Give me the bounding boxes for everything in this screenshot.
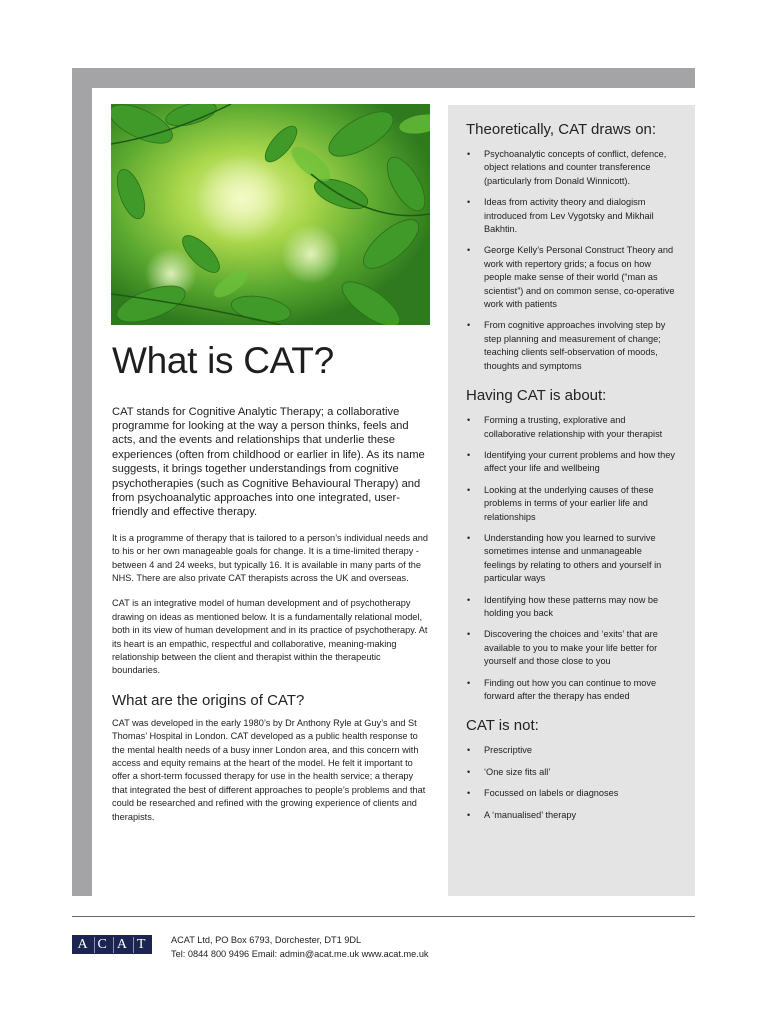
bullet-icon: • (467, 449, 471, 460)
footer-contact (171, 933, 429, 961)
footer-address: ACAT Ltd, PO Box 6793, Dorchester, DT1 9DL (171, 935, 362, 945)
page-frame-left (72, 68, 92, 896)
bullet-icon: • (467, 484, 471, 495)
bullet-icon: • (467, 629, 471, 640)
bullet-icon: • (467, 766, 471, 777)
list-item: • George Kelly’s Personal Construct Theory and work with repertory grids; a focus on how people make sense of their world (“man as scientist”) and on common sense, co-operative work with patients (467, 245, 675, 310)
footer-contact-line: Tel: 0844 800 9496 Email: admin@acat.me.uk www.acat.me.uk (171, 949, 429, 959)
draws-on-heading: Theoretically, CAT draws on: (466, 121, 657, 138)
list-item: • Forming a trusting, explorative and collaborative relationship with your therapist (467, 415, 663, 439)
sidebar-panel (448, 105, 695, 896)
programme-paragraph: It is a programme of therapy that is tailored to a person’s individual needs and to his or her own manageable goals for change. It is a time-limited therapy - between 4 and 24 weeks, but typically 16. It is available in many parts of the NHS. There are also private CAT therapists across the UK and overseas. (112, 532, 428, 584)
bullet-icon: • (467, 320, 471, 331)
list-item: • From cognitive approaches involving step by step planning and measurement of change; teaching clients self-observation of moods, thoughts and symptoms (467, 320, 666, 371)
main-column (112, 340, 430, 824)
bullet-icon: • (467, 788, 471, 799)
origins-paragraph: CAT was developed in the early 1980’s by Dr Anthony Ryle at Guy’s and St Thomas’ Hospital in London. CAT developed as a public health response to the mental health needs of a busy inner London area, and this concern with access and equity remains at the heart of the model. He felt it important to offer a short-term focussed therapy for use in the health service; a therapy that integrated the best of different approaches to people’s problems and that could be researched and refined with the growing experience of clients and therapists. (112, 717, 426, 822)
bullet-icon: • (467, 245, 471, 256)
list-item: • A ‘manualised’ therapy (466, 809, 675, 822)
list-item: • Focussed on labels or diagnoses (466, 787, 675, 800)
list-item: • Psychoanalytic concepts of conflict, defence, object relations and counter transference (particularly from Donald Winnicott). (467, 149, 667, 186)
page-frame-top (72, 68, 695, 88)
list-item: • Identifying how these patterns may now be holding you back (467, 594, 659, 618)
bullet-icon: • (467, 149, 471, 159)
about-list (466, 414, 675, 703)
list-item: • Finding out how you can continue to move forward after the therapy has ended (467, 677, 657, 701)
bullet-icon: • (467, 809, 471, 820)
bullet-icon: • (467, 197, 471, 208)
footer-divider (72, 916, 695, 917)
bullet-icon: • (467, 677, 471, 688)
bullet-icon: • (467, 594, 471, 605)
bullet-icon: • (467, 415, 471, 426)
model-paragraph: CAT is an integrative model of human development and of psychotherapy drawing on ideas as mentioned below. It is a fundamentally relational model, both in its view of human development and in its practice of psychotherapy. At its heart is an empathic, respectful and collaborative, meaning-making relationship between the client and therapist within the therapeutic boundaries. (112, 598, 428, 676)
list-item: • Ideas from activity theory and dialogism introduced from Lev Vygotsky and Mikhail Bakhtin. (467, 197, 654, 235)
draws-on-list (466, 148, 675, 373)
green-leaves-photo (111, 104, 430, 325)
list-item: • ‘One size fits all’ (466, 766, 675, 779)
list-item: • Discovering the choices and ‘exits’ that are available to you to make your life better for yourself and those close to you (467, 629, 658, 667)
page-title: What is CAT? (112, 340, 334, 381)
list-item: • Looking at the underlying causes of these problems in terms of your earlier life and relationships (467, 484, 654, 522)
list-item: • Prescriptive (466, 744, 675, 757)
bullet-icon: • (467, 745, 471, 756)
origins-heading: What are the origins of CAT? (112, 691, 305, 709)
not-list (466, 744, 675, 822)
bullet-icon: • (467, 532, 471, 543)
not-heading: CAT is not: (466, 717, 539, 735)
about-heading: Having CAT is about: (466, 387, 607, 405)
acat-logo: A C A T (72, 935, 152, 954)
intro-paragraph: CAT stands for Cognitive Analytic Therapy; a collaborative programme for looking at the way a person thinks, feels and acts, and the events and relationships that underlie these experiences (often from childhood or earlier in life). As its name suggests, it brings together understandings from cognitive psychotherapies (such as Cognitive Behavioural Therapy) and from psychoanalytic approaches into one integrated, user-friendly and effective therapy. (112, 405, 425, 519)
list-item: • Identifying your current problems and how they affect your life and wellbeing (467, 449, 675, 474)
list-item: • Understanding how you learned to survive sometimes intense and unmanageable feelings by relating to others and yourself in particular ways (467, 532, 662, 584)
